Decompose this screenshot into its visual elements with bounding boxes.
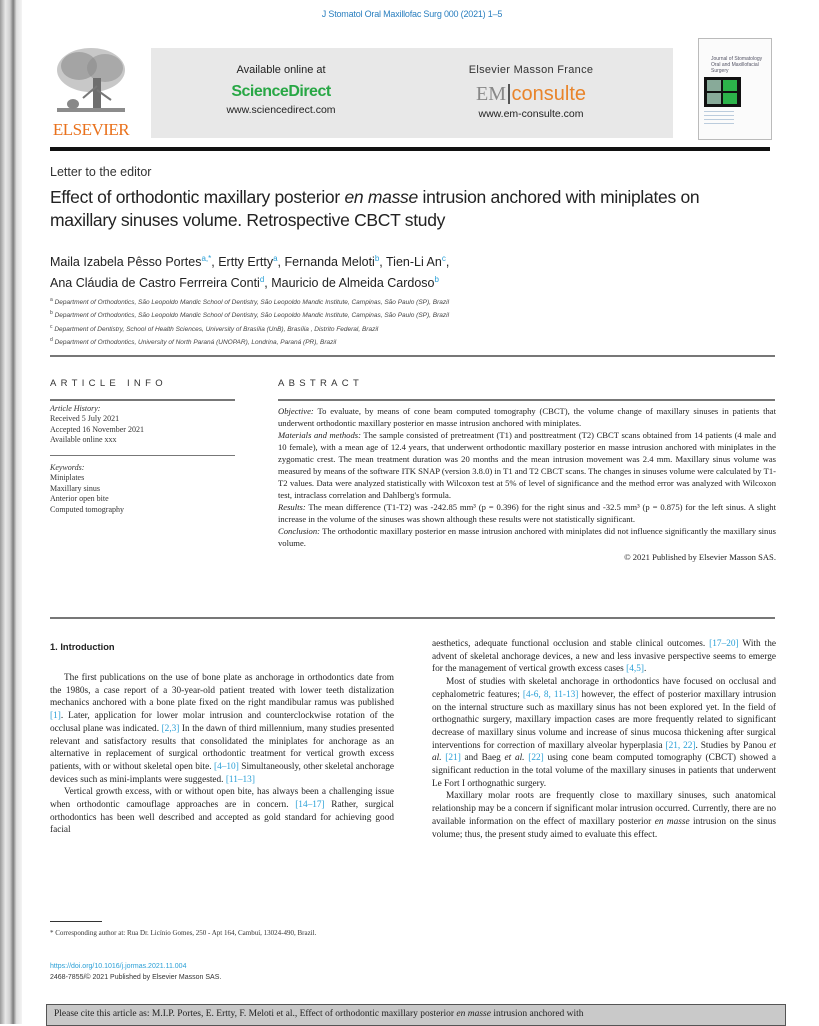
paragraph: Most of studies with skeletal anchorage in orthodontics have focused on occlusal and cephalometric features; [4-6, 8, 11-13] however, the effect of posterior maxillary intrusion on the internal structure such as maxillary sinus has not been explored yet. In the field of orthognathic surgery, maxillary impaction cases are more frequently related to significant decrease of maxillary sinus volume and increase of sinus mucosa thickening after surgical interventions for correction of maxillary alveolar hyperplasia [21, 22]. Studies by Panou et al. [21] and Baeg et al. [22] using cone beam computed tomography (CBCT) showed a significant reduction in the total volume of the maxillary sinuses in patients that underwent Le Fort I orthognathic surgery. <box>432 677 777 789</box>
sciencedirect-block[interactable] <box>201 64 361 116</box>
paragraph: aesthetics, adequate functional occlusion and stable clinical outcomes. [17–20] With the advent of skeletal anchorage devices, a new and less invasive perspective seems to emerge for the management of vertical growth excess cases [4,5]. <box>432 639 776 675</box>
divider <box>50 617 775 619</box>
citation-link[interactable]: [2,3] <box>161 723 180 734</box>
divider <box>50 455 235 456</box>
citation-link[interactable]: [21, 22] <box>665 740 696 751</box>
doi-link[interactable]: https://doi.org/10.1016/j.jormas.2021.11.004 <box>50 963 187 970</box>
affiliation: $^c$ Department of Dentistry, School of Health Sciences, University of Brasília (UnB), Brasília , Distrito Federal, Brazil <box>50 323 379 334</box>
body-column-right <box>432 638 776 841</box>
citation-link[interactable]: [1] <box>50 711 61 722</box>
emconsulte-url[interactable]: www.em-consulte.com <box>478 108 584 120</box>
abstract-methods: Materials and methods: The sample consisted of pretreatment (T1) and posttreatment (T2) CBCT scans obtained from 14 patients (4 male and 10 female), with a mean age of 12.4 years, that underwent orthodontic maxillary posterior en masse intrusion anchored with miniplates in the zygomatic crest. The mean treatment duration was 20 months and the mean intrusion movement was 2.4 mm. Maxillary sinus volume was measured by means of the software ITK SNAP (version 3.8.0) in T1 and T2 CBCT scans. The changes in sinuses volume were calculated by T1-T2 values. Data were analyzed statistically with Wilcoxon test at 5% of level of significance and the method error was analyzed with Wilcoxon test, intraclass correlation and Dahlberg's formula. <box>278 430 776 500</box>
citation-bar: Please cite this article as: M.I.P. Portes, E. Ertty, F. Meloti et al., Effect of orthodontic maxillary posterior en masse intrusion anchored with <box>46 1004 786 1026</box>
corresponding-author-footnote: * Corresponding author at: Rua Dr. Licínio Gomes, 250 - Apt 164, Cambuí, 13024-490, Brazil. <box>50 929 317 937</box>
author[interactable]: Tien-Li An$^c$ <box>386 254 446 270</box>
citation-link[interactable]: [17–20] <box>709 639 739 649</box>
available-online-label: Available online at <box>236 64 326 76</box>
divider <box>278 399 775 401</box>
article-info-heading: ARTICLE INFO <box>50 378 167 389</box>
journal-cover-thumbnail[interactable] <box>698 38 772 140</box>
paper-page <box>22 0 819 1024</box>
keywords: Keywords: Miniplates Maxillary sinus Anterior open bite Computed tomography <box>50 463 124 514</box>
article-type: Letter to the editor <box>50 165 152 179</box>
citation-link[interactable]: [4,5] <box>626 664 644 675</box>
body-column-left <box>50 672 394 837</box>
keyword: Miniplates <box>50 473 85 483</box>
paragraph: Vertical growth excess, with or without open bite, has always been a challenging issue when orthodontic camouflage approaches are in concern. [14–17] Rather, surgical orthodontics has been well described and accepted as gold standard for achieving good facial <box>50 787 394 836</box>
article-title: Effect of orthodontic maxillary posterior en masse intrusion anchored with miniplates on maxillary sinuses volume. Retrospective CBCT study <box>50 187 700 230</box>
abstract-objective: Objective: To evaluate, by means of cone beam computed tomography (CBCT), the volume change of maxillary sinuses in patients that underwent orthodontic maxillary posterior en masse intrusion anchored with miniplates. <box>278 406 776 428</box>
sciencedirect-logo: ScienceDirect <box>231 83 331 100</box>
accepted-date: Accepted 16 November 2021 <box>50 424 144 434</box>
citation-link[interactable]: [11–13] <box>225 774 255 785</box>
cover-image <box>704 77 741 107</box>
elsevier-logo <box>50 44 132 140</box>
available-online-date: Available online xxx <box>50 435 117 445</box>
abstract-conclusion: Conclusion: The orthodontic maxillary posterior en masse intrusion anchored with miniplates did not influence significantly the maxillary sinus volume. <box>278 526 776 548</box>
citation-link[interactable]: [4-6, 8, 11-13] <box>522 689 579 700</box>
author-list: Maila Izabela Pêsso Portes$^{a,*}$, Ertty Ertty$^a$, Fernanda Meloti$^b$, Tien-Li An$^c$, Ana Cláudia de Castro Ferrreira Conti$^d$, Mauricio de Almeida Cardoso$^b$ <box>50 254 450 291</box>
abstract-results: Results: The mean difference (T1-T2) was -242.85 mm³ (p = 0.396) for the right sinus and -32.5 mm³ (p = 0.875) for the left sinus. A slight increase in the volume of the sinuses was shown although these results were not statistically significant. <box>278 502 776 524</box>
header-rule <box>50 147 770 151</box>
journal-banner <box>151 48 673 138</box>
footnote-rule <box>50 921 102 922</box>
author[interactable]: Ertty Ertty$^a$ <box>218 254 278 270</box>
affiliation: $^a$ Department of Orthodontics, São Leopoldo Mandic School of Dentistry, São Leopoldo Mandic Institute, Campinas, São Paulo (SP), Brazil <box>50 297 450 307</box>
introduction-heading: 1. Introduction <box>50 642 115 652</box>
author[interactable]: Mauricio de Almeida Cardoso$^b$ <box>271 275 439 291</box>
viewer-left-edge <box>0 0 22 1024</box>
affiliation: $^b$ Department of Orthodontics, São Leopoldo Mandic School of Dentistry, São Leopoldo Mandic Institute, Campinas, São Paulo (SP), Brazil <box>50 310 450 320</box>
emconsulte-logo: EM consulte <box>476 83 586 105</box>
citation-link[interactable]: [22] <box>528 753 544 764</box>
sciencedirect-url[interactable]: www.sciencedirect.com <box>226 104 336 116</box>
elsevier-tree-icon <box>53 46 129 118</box>
paragraph: Maxillary molar roots are frequently close to maxillary sinuses, such anatomical relationship may be a concern if significant molar intrusion occurred. Currently, there are no available information on the effect of maxillary posterior en masse intrusion on the sinus volume; thus, the present study aimed to evaluate this effect. <box>432 791 777 840</box>
received-date: Received 5 July 2021 <box>50 414 120 424</box>
citation-link[interactable]: [14–17] <box>295 800 325 811</box>
abstract-body <box>278 405 776 563</box>
abstract-heading: ABSTRACT <box>278 378 364 389</box>
keyword: Maxillary sinus <box>50 483 100 493</box>
citation-link[interactable]: [4–10] <box>214 761 239 772</box>
elsevier-wordmark: ELSEVIER <box>52 120 130 139</box>
elsevier-masson-label: Elsevier Masson France <box>468 64 594 76</box>
keyword: Computed tomography <box>50 504 124 514</box>
journal-reference[interactable]: J Stomatol Oral Maxillofac Surg 000 (2021) 1–5 <box>321 9 503 19</box>
citation-link[interactable]: [21] <box>445 753 461 764</box>
cover-title: Journal of Stomatology Oral and Maxillofacial Surgery <box>711 56 763 74</box>
article-history: Article History: Received 5 July 2021 Accepted 16 November 2021 Available online xxx <box>50 404 144 445</box>
author[interactable]: Maila Izabela Pêsso Portes$^{a,*}$ <box>50 254 212 270</box>
abstract-copyright: © 2021 Published by Elsevier Masson SAS. <box>624 552 776 562</box>
divider <box>50 355 775 357</box>
keyword: Anterior open bite <box>50 494 109 504</box>
paragraph: The first publications on the use of bone plate as anchorage in orthodontics date from the 1980s, a case report of a 30-year-old patient treated with lower teeth distalization mechanics anchored with a bone plate fixed on the right mandibular ramus was published [1]. Later, application for lower molar intrusion and counterclockwise rotation of the occlusal plane was indicated. [2,3] In the dawn of third millennium, many studies presented relevant and satisfactory results that consolidated the miniplates for anchorage as an alternative in replacement of surgical orthodontic treatment for vertical growth excess patients, with or without skeletal open bite. [4–10] Simultaneously, other skeletal anchorage devices such as mini-implants were suggested. [11–13] <box>50 673 394 785</box>
affiliation: $^d$ Department of Orthodontics, University of North Paraná (UNOPAR), Londrina, Paraná (PR), Brazil <box>50 337 337 347</box>
author[interactable]: Fernanda Meloti$^b$ <box>284 254 380 270</box>
divider <box>50 399 235 401</box>
emconsulte-block[interactable] <box>441 64 621 120</box>
author[interactable]: Ana Cláudia de Castro Ferrreira Conti$^d$ <box>50 275 265 291</box>
issn-copyright: 2468-7855/© 2021 Published by Elsevier Masson SAS. <box>50 974 222 981</box>
affiliations <box>50 295 770 349</box>
